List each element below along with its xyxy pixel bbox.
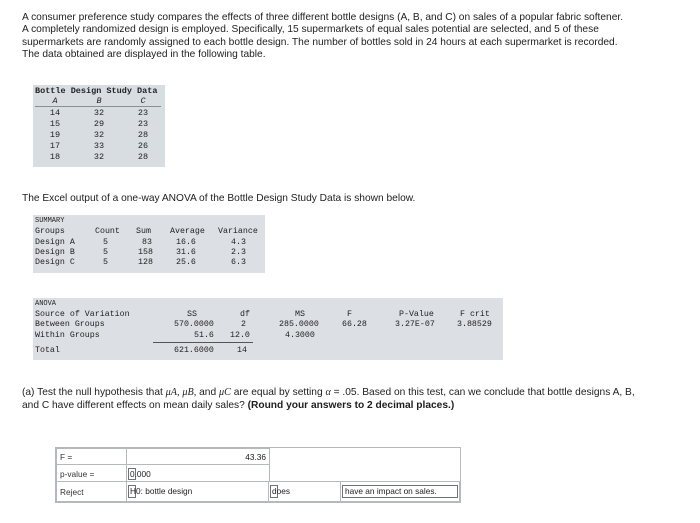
summary-group: Design A [35, 238, 75, 247]
anova-header-source: Source of Variation [35, 310, 130, 319]
anova-total-df: 14 [237, 346, 247, 355]
hypothesis-text: H0: bottle design [130, 486, 193, 496]
anova-header-pvalue: P-Value [399, 310, 434, 319]
answer-grid [55, 447, 461, 503]
bottle-design-table [33, 85, 165, 167]
summary-sum: 128 [138, 258, 153, 267]
summary-variance: 4.3 [231, 238, 246, 247]
summary-count: 5 [103, 248, 108, 257]
summary-variance: 2.3 [231, 248, 246, 257]
table-row [33, 119, 165, 129]
summary-count: 5 [103, 258, 108, 267]
summary-group: Design B [35, 248, 75, 257]
summary-count: 5 [103, 238, 108, 247]
summary-average: 25.6 [176, 258, 196, 267]
f-value: 43.36 [245, 452, 266, 462]
intro-line-3: supermarkets are randomly assigned to each bottle design. The number of bottles sold in 24 hours at each supermarket is recorded. [22, 36, 618, 48]
summary-table [33, 215, 265, 273]
bottle-table-title: Bottle Design Study Data [35, 86, 158, 96]
header-divider [35, 106, 161, 107]
mu-b: μB, [182, 387, 197, 398]
total-underline [153, 342, 253, 343]
cell: 17 [49, 141, 61, 151]
anova-within-ms: 4.3000 [285, 331, 315, 340]
anova-within-label: Within Groups [35, 331, 100, 340]
cell: 28 [137, 152, 149, 162]
cell: 28 [137, 130, 149, 140]
anova-between-label: Between Groups [35, 320, 105, 329]
table-row [33, 130, 165, 140]
alpha-symbol: α [325, 387, 331, 398]
cell: 15 [49, 119, 61, 129]
summary-sum: 83 [142, 238, 152, 247]
cell: 33 [93, 141, 105, 151]
reject-label-cell [56, 481, 128, 502]
summary-average: 31.6 [176, 248, 196, 257]
question-text: are equal by setting [230, 387, 326, 398]
question-text: = .05. Based on this test, can we conclude that bottle designs A, B, [330, 387, 635, 398]
question-text: (a) Test the null hypothesis that [22, 387, 166, 398]
question-text: and [196, 387, 219, 398]
reject-label: Reject [60, 487, 84, 497]
cell: 14 [49, 108, 61, 118]
anova-total-ss: 621.6000 [174, 346, 214, 355]
intro-line-1: A consumer preference study compares the effects of three different bottle designs (A, B, and C) on sales of a popular fabric softener. [22, 12, 624, 23]
p-value-label: p-value = [60, 469, 95, 479]
mu-c: μC [218, 387, 231, 398]
intro-line-4: The data obtained are displayed in the following table. [22, 49, 266, 61]
effect-text: have an impact on sales. [345, 486, 437, 496]
summary-group: Design C [35, 258, 75, 267]
anova-between-pvalue: 3.27E-07 [395, 320, 435, 329]
summary-title: SUMMARY [35, 217, 65, 225]
table-row [33, 141, 165, 151]
rounding-instruction: (Round your answers to 2 decimal places.) [247, 399, 455, 411]
summary-header-groups: Groups [35, 227, 65, 236]
cell: 32 [93, 152, 105, 162]
anova-between-f: 66.28 [342, 320, 367, 329]
anova-header-df: df [240, 310, 250, 319]
cell: 23 [137, 108, 149, 118]
table-row [33, 108, 165, 118]
cell: 32 [93, 108, 105, 118]
cell: 26 [137, 141, 149, 151]
summary-sum: 158 [138, 248, 153, 257]
does-text: does [272, 486, 290, 496]
anova-title: ANOVA [35, 300, 57, 308]
anova-total-label: Total [35, 346, 60, 355]
table-row [33, 152, 165, 162]
question-text: and C have different effects on mean daily sales? [22, 399, 248, 411]
problem-intro [22, 12, 694, 62]
cell: 32 [93, 130, 105, 140]
p-value-text: 0.000 [130, 469, 151, 479]
question-a [22, 387, 692, 412]
cell: 29 [93, 119, 105, 129]
cell: 18 [49, 152, 61, 162]
summary-average: 16.6 [176, 238, 196, 247]
anova-between-ss: 570.0000 [174, 320, 214, 329]
mu-a: μA, [165, 387, 180, 398]
header-c: C [140, 96, 146, 106]
summary-header-average: Average [170, 227, 205, 236]
summary-header-sum: Sum [136, 227, 151, 236]
anova-header-fcrit: F crit [460, 310, 490, 319]
anova-header-f: F [347, 310, 352, 319]
intro-line-2: A completely randomized design is employed. Specifically, 15 supermarkets of equal sales potential are selected, and 5 of these [22, 24, 599, 36]
header-a: A [52, 96, 58, 106]
anova-between-df: 2 [241, 320, 246, 329]
excel-output-caption: The Excel output of a one-way ANOVA of the Bottle Design Study Data is shown below. [22, 193, 416, 204]
anova-within-df: 12.0 [230, 331, 250, 340]
anova-table [33, 298, 503, 360]
anova-between-ms: 285.0000 [279, 320, 319, 329]
anova-header-ss: SS [187, 310, 197, 319]
summary-header-count: Count [95, 227, 120, 236]
anova-header-ms: MS [295, 310, 305, 319]
f-label: F = [60, 452, 73, 462]
header-b: B [96, 96, 102, 106]
anova-between-fcrit: 3.88529 [457, 320, 492, 329]
cell: 23 [137, 119, 149, 129]
bottle-table-header [33, 96, 165, 105]
summary-variance: 6.3 [231, 258, 246, 267]
summary-header-variance: Variance [218, 227, 258, 236]
anova-within-ss: 51.6 [194, 331, 214, 340]
cell: 19 [49, 130, 61, 140]
